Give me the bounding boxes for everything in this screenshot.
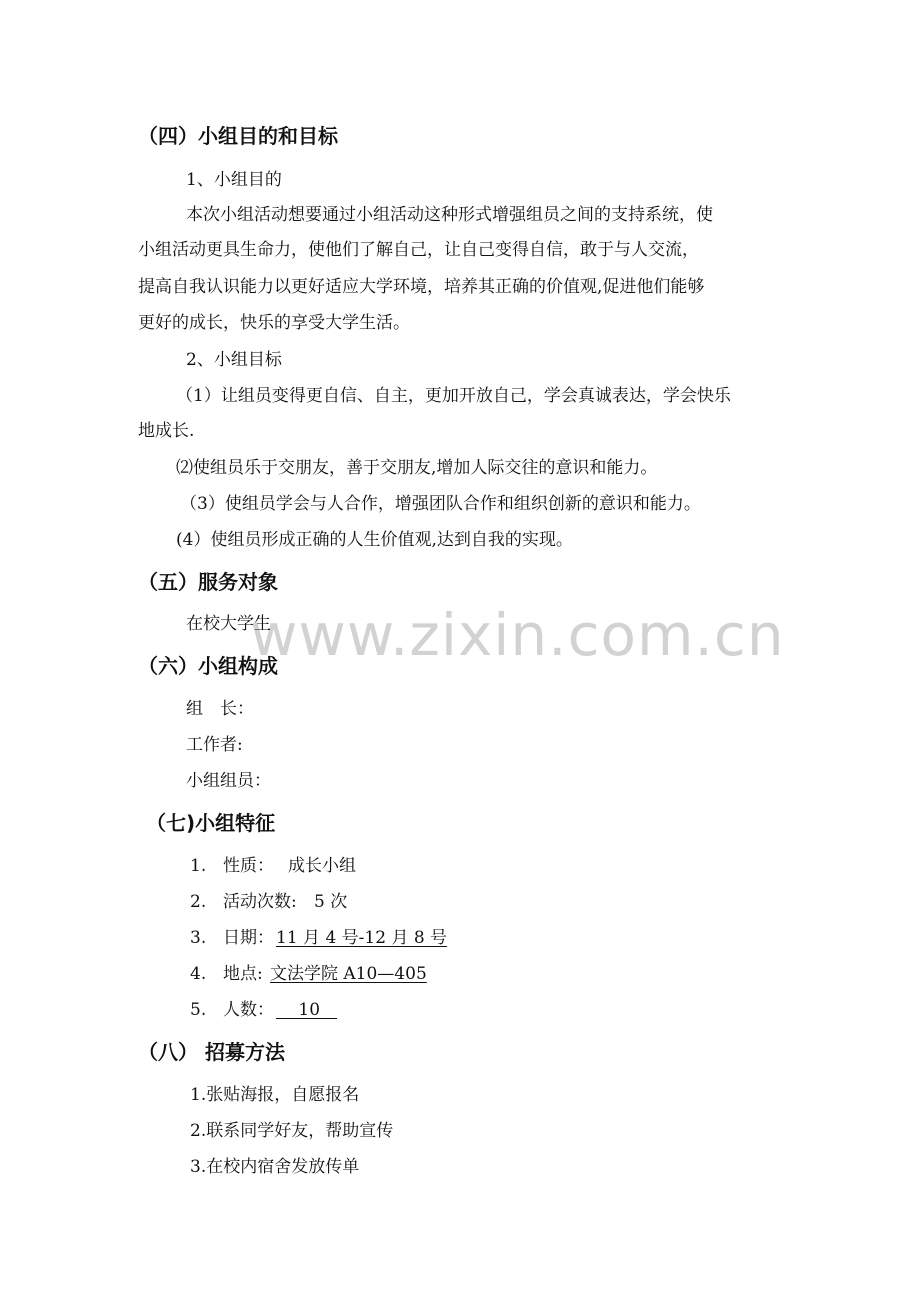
purpose-label: 1、小组目的: [186, 170, 282, 190]
goal-item-1: （1）让组员变得更自信、自主，更加开放自己，学会真诚表达，学会快乐: [176, 386, 731, 406]
feature-num: 2.: [190, 892, 207, 912]
feature-num: 4.: [190, 964, 207, 984]
feature-label: 地点:: [223, 964, 263, 984]
section-4-title: （四）小组目的和目标: [138, 124, 338, 148]
service-target: 在校大学生: [186, 614, 271, 634]
section-7-title: （七)小组特征: [146, 811, 276, 835]
purpose-line-4: 更好的成长，快乐的享受大学生活。: [138, 313, 410, 333]
goal-item-1-cont: 地成长.: [138, 421, 195, 441]
purpose-line-2: 小组活动更具生命力，使他们了解自己，让自己变得自信，敢于与人交流，: [138, 240, 699, 260]
feature-num: 5.: [190, 1000, 207, 1020]
group-worker: 工作者:: [186, 735, 243, 755]
recruit-item-1: 1.张贴海报，自愿报名: [190, 1085, 360, 1105]
feature-value: 成长小组: [288, 856, 356, 876]
watermark: www.zixin.com.cn: [250, 601, 785, 669]
purpose-line-3: 提高自我认识能力以更好适应大学环境，培养其正确的价值观,促进他们能够: [138, 277, 705, 297]
group-members: 小组组员：: [186, 771, 271, 791]
feature-label: 日期：: [223, 928, 274, 948]
feature-num: 3.: [190, 928, 207, 948]
feature-label: 性质：: [223, 856, 274, 876]
feature-value: 文法学院 A10—405: [270, 964, 427, 984]
goal-item-2: ⑵使组员乐于交朋友，善于交朋友,增加人际交往的意识和能力。: [176, 458, 658, 478]
feature-label: 活动次数:: [223, 892, 297, 912]
recruit-item-3: 3.在校内宿舍发放传单: [190, 1157, 360, 1177]
feature-value: 5 次: [314, 892, 348, 912]
group-leader: 组 长：: [186, 699, 254, 719]
section-5-title: （五）服务对象: [138, 570, 278, 594]
feature-value: 10: [276, 1000, 338, 1020]
section-6-title: （六）小组构成: [138, 654, 278, 678]
goal-item-4: (4）使组员形成正确的人生价值观,达到自我的实现。: [176, 530, 573, 550]
feature-value: 11 月 4 号-12 月 8 号: [276, 928, 448, 948]
recruit-item-2: 2.联系同学好友，帮助宣传: [190, 1121, 394, 1141]
purpose-line-1: 本次小组活动想要通过小组活动这种形式增强组员之间的支持系统，使: [186, 205, 713, 225]
section-8-title: （八） 招募方法: [138, 1040, 285, 1064]
feature-num: 1.: [190, 856, 207, 876]
goal-item-3: （3）使组员学会与人合作，增强团队合作和组织创新的意识和能力。: [180, 494, 701, 514]
goal-label: 2、小组目标: [186, 350, 282, 370]
feature-label: 人数：: [223, 1000, 274, 1020]
